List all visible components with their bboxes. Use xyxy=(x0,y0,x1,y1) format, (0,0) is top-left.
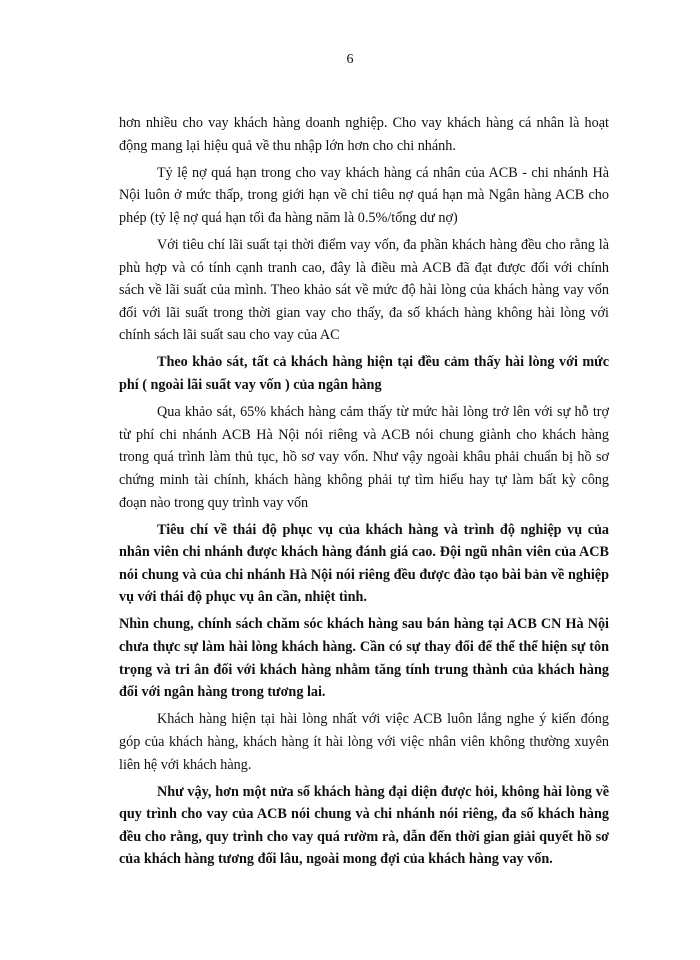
paragraph-staff-attitude: Tiêu chí về thái độ phục vụ của khách hàng và trình độ nghiệp vụ của nhân viên chi nhánh được khách hàng đánh giá cao. Đội ngũ nhân viên của ACB nói chung và của chi nhánh Hà Nội nói riêng đều được đào tạo bài bản về nghiệp vụ với thái độ phục vụ ân cần, nhiệt tình. xyxy=(119,521,609,606)
paragraph-overdue-debt: Tỷ lệ nợ quá hạn trong cho vay khách hàng cá nhân của ACB - chi nhánh Hà Nội luôn ở mức thấp, trong giới hạn về chỉ tiêu nợ quá hạn mà Ngân hàng ACB cho phép (tỷ lệ nợ quá hạn tối đa hàng năm là 0.5%/tổng dư nợ) xyxy=(119,164,609,226)
paragraph-fee-satisfaction: Theo khảo sát, tất cả khách hàng hiện tại đều cảm thấy hài lòng với mức phí ( ngoài lãi suất vay vốn ) của ngân hàng xyxy=(119,354,609,394)
paragraph-loan-revenue: hơn nhiều cho vay khách hàng doanh nghiệp. Cho vay khách hàng cá nhân là hoạt động mang lại hiệu quả về thu nhập lớn hơn cho chi nhánh. xyxy=(119,115,609,154)
paragraph-support-survey: Qua khảo sát, 65% khách hàng cảm thấy từ mức hài lòng trở lên với sự hỗ trợ từ phí chi nhánh ACB Hà Nội nói riêng và ACB nói chung giành cho khách hàng trong quá trình làm thủ tục, hồ sơ vay vốn. Như vậy ngoài khâu phải chuẩn bị hồ sơ chứng minh tài chính, khách hàng không phải tự tìm hiểu hay tự làm bất kỳ công đoạn nào trong quy trình vay vốn xyxy=(119,404,609,511)
paragraph-interest-rate: Với tiêu chí lãi suất tại thời điểm vay vốn, đa phần khách hàng đều cho rằng là phù hợp và có tính cạnh tranh cao, đây là điều mà ACB đã đạt được đối với chính sách về lãi suất của mình. Theo khảo sát về mức độ hài lòng của khách hàng vay vốn đối với lãi suất trong thời gian vay cho thấy, đa số khách hàng không hài lòng với chính sách lãi suất sau cho vay của AC xyxy=(119,236,609,344)
page-number: 6 xyxy=(346,52,354,67)
paragraph-loan-process: Như vậy, hơn một nửa số khách hàng đại diện được hỏi, không hài lòng về quy trình cho vay của ACB nói chung và chi nhánh nói riêng, đa số khách hàng đều cho rằng, quy trình cho vay quá rườm rà, dẫn đến thời gian giải quyết hồ sơ của khách hàng tương đối lâu, ngoài mong đợi của khách hàng vay vốn. xyxy=(119,783,609,868)
document-body xyxy=(119,112,609,876)
paragraph-listening-feedback: Khách hàng hiện tại hài lòng nhất với việc ACB luôn lắng nghe ý kiến đóng góp của khách hàng, khách hàng ít hài lòng với việc nhân viên không thường xuyên liên hệ với khách hàng. xyxy=(119,711,609,773)
paragraph-customer-care: Nhìn chung, chính sách chăm sóc khách hàng sau bán hàng tại ACB CN Hà Nội chưa thực sự làm hài lòng khách hàng. Cần có sự thay đổi để thể thể hiện sự tôn trọng và tri ân đối với khách hàng nhằm tăng tính trung thành của khách hàng đối với ngân hàng trong tương lai. xyxy=(119,616,609,701)
